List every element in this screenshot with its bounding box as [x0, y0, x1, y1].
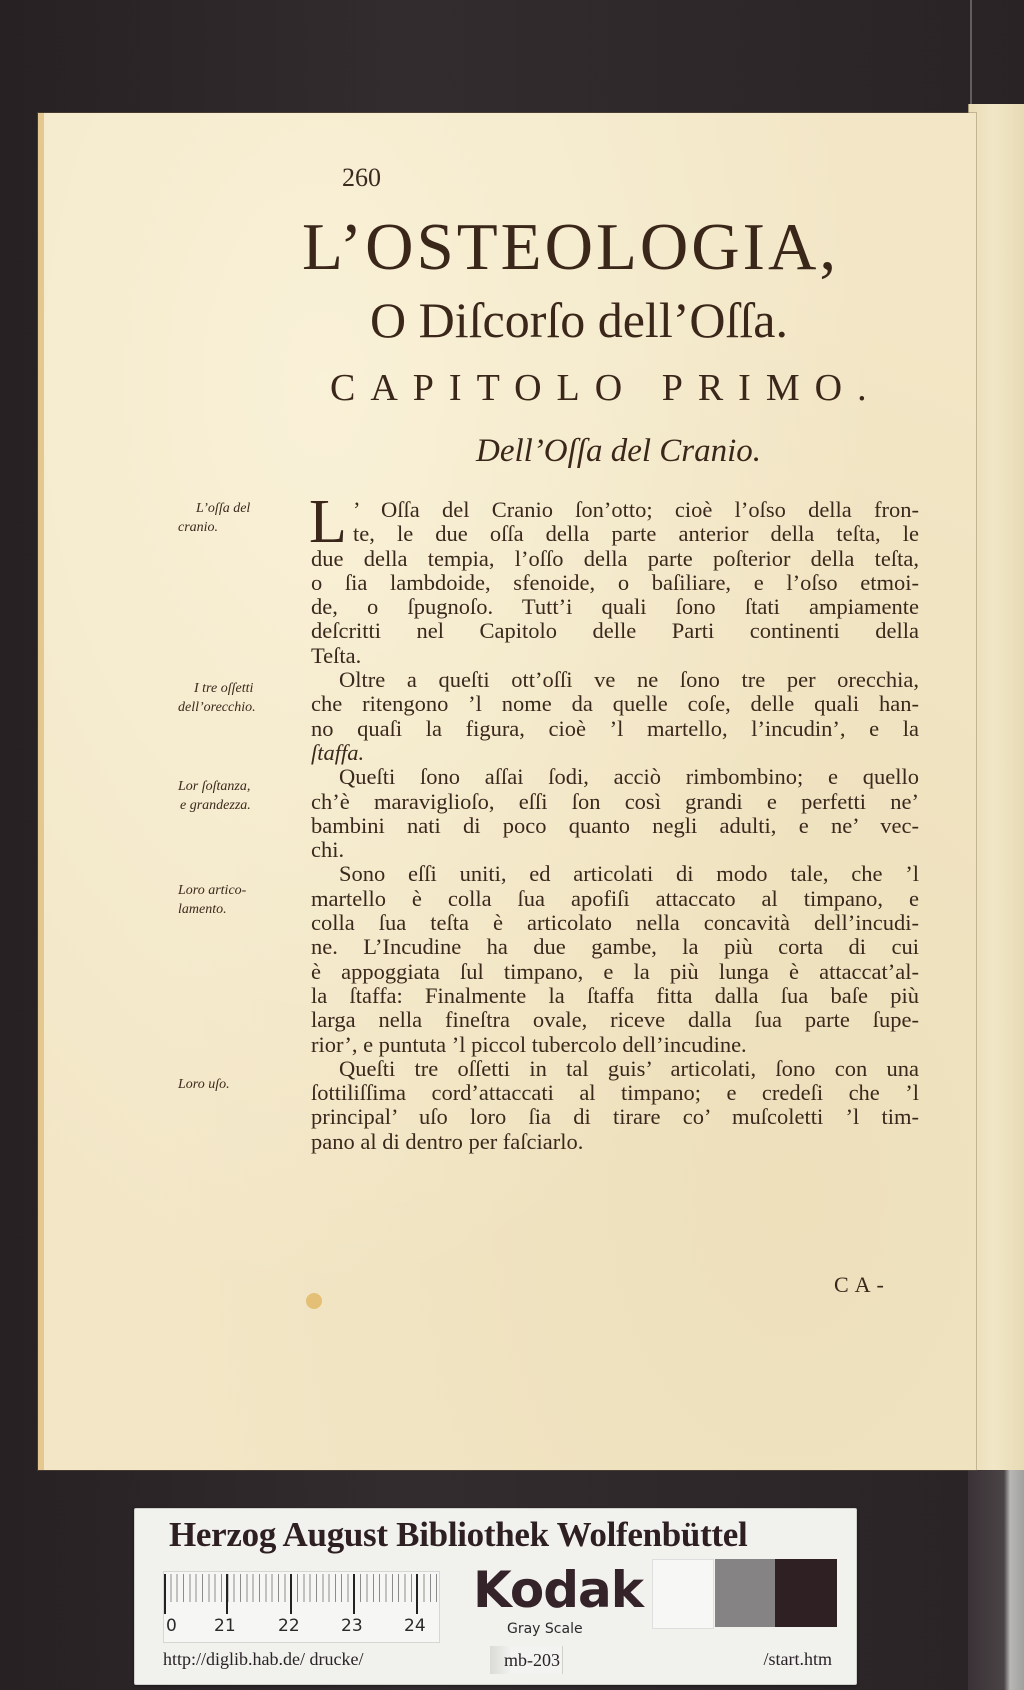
url-suffix: /start.htm: [763, 1649, 832, 1669]
margin-note: Lor ſoſtanza, e grandezza.: [178, 779, 251, 813]
text-line: rior’, e puntuta ’l piccol tubercolo dell’incudine.: [311, 1031, 747, 1057]
library-name: Herzog August Bibliothek Wolfenbüttel: [169, 1515, 748, 1554]
text-line: martello è colla ſua apofiſi attaccato al timpano, e: [311, 885, 919, 911]
text-line: de, o ſpugnoſo. Tutt’i quali ſono ſtati ampiamente: [311, 594, 919, 620]
text-line: no quaſi la figura, cioè ’l martello, l’incudin’, e la: [311, 715, 919, 741]
text-line: te, le due oſſa della parte anterior della teſta, le: [353, 521, 919, 547]
scale-ruler: 0 21 22 23 24: [163, 1571, 440, 1643]
url-prefix: http://diglib.hab.de/ drucke/: [163, 1649, 364, 1669]
text-line: Queſti tre oſſetti in tal guis’ articolati, ſono con una: [339, 1055, 919, 1081]
text-line: pano al di dentro per faſciarlo.: [311, 1128, 584, 1154]
text-line: ch’è maraviglioſo, eſſi ſon così grandi e perfetti ne’: [311, 788, 919, 814]
margin-note: Loro artico- lamento.: [178, 883, 247, 917]
text-line: ne. L’Incudine ha due gambe, la più corta di cui: [311, 934, 919, 960]
gray-patch-white: [652, 1559, 714, 1629]
text-line: o ſia lambdoide, sfenoide, o baſiliare, e l’oſso etmoi-: [311, 569, 919, 595]
text-line: deſcritti nel Capitolo delle Parti continenti della: [311, 618, 919, 644]
text-line: chi.: [311, 837, 345, 863]
text-line: che ritengono ’l nome da quelle coſe, delle quali han-: [311, 691, 919, 717]
ruler-ticks: [164, 1574, 439, 1602]
gray-scale-caption: Gray Scale: [507, 1621, 583, 1637]
gray-patch-black: [775, 1559, 837, 1627]
kodak-logo: Kodak: [473, 1561, 643, 1619]
text-line: Teſta.: [311, 642, 362, 668]
chapter-heading: CAPITOLO PRIMO.: [330, 367, 882, 409]
text-line: colla ſua teſta è articolato nella concavità dell’incudi-: [311, 910, 919, 936]
next-page-edge: [968, 104, 1024, 1470]
margin-note: I tre oſſetti dell’orecchio.: [178, 681, 256, 715]
subtitle: O Diſcorſo dell’Oſſa.: [370, 292, 788, 348]
book-corner: [968, 1470, 1024, 1690]
margin-note: Loro uſo.: [178, 1077, 230, 1092]
text-line: la ſtaffa: Finalmente la ſtaffa fitta dalla ſua baſe più: [311, 982, 919, 1008]
body-text: [309, 488, 919, 1154]
text-line: ’ Oſſa del Cranio ſon’otto; cioè l’oſso della fron-: [353, 497, 919, 522]
text-line: larga nella fineſtra ovale, riceve dalla ſua parte ſupe-: [311, 1007, 919, 1033]
text-line: Queſti ſono aſſai ſodi, acciò rimbombino; e quello: [339, 764, 919, 790]
text-line: Sono eſſi uniti, ed articolati di modo tale, che ’l: [339, 861, 919, 887]
text-line: ſtaffa.: [311, 739, 365, 765]
library-label-card: [134, 1508, 857, 1685]
margin-note: L’oſſa del cranio.: [178, 501, 251, 535]
text-line: principal’ uſo loro ſia di tirare co’ muſcoletti ’l tim-: [311, 1104, 919, 1130]
text-line: è appoggiata ſul timpano, e la più lunga è attaccat’al-: [311, 958, 919, 984]
text-line: Oltre a queſti ott’oſſi ve ne ſono tre per orecchia,: [339, 667, 919, 693]
text-line: due della tempia, l’oſſo della parte poſterior della teſta,: [311, 545, 919, 571]
drop-cap: L: [309, 488, 347, 556]
catchword: CA-: [834, 1272, 890, 1297]
paper-stain: [306, 1293, 322, 1309]
gray-patch-mid: [715, 1559, 775, 1627]
shelfmark: mb-203: [490, 1646, 563, 1674]
book-page: [38, 113, 976, 1470]
text-line: bambini nati di poco quanto negli adulti, e ne’ vec-: [311, 812, 919, 838]
page-number: 260: [342, 163, 381, 192]
section-heading: Dell’Oſſa del Cranio.: [476, 433, 762, 469]
text-line: ſottiliſſima cord’attaccati al timpano; e credeſi che ’l: [311, 1080, 919, 1106]
main-title: L’OSTEOLOGIA,: [302, 210, 840, 284]
